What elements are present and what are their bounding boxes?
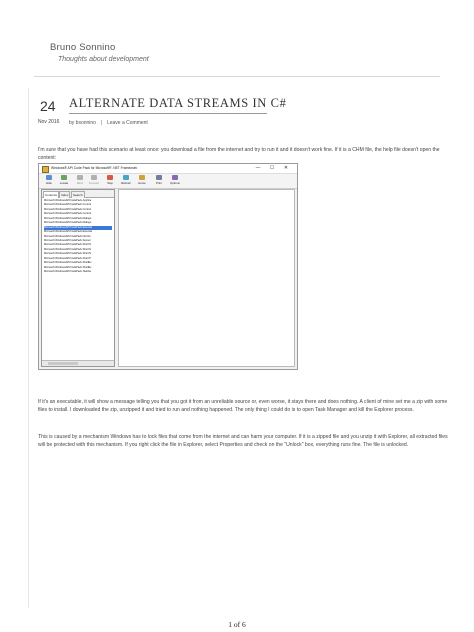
post-author[interactable]: by bsonnino bbox=[69, 120, 96, 126]
toolbar-icon bbox=[46, 175, 52, 180]
tab-search[interactable]: Search bbox=[73, 193, 83, 197]
post-paragraph-3: This is caused by a mechanism Windows has to lock files that come from the internet and can harm your computer. If it is a zipped file and you unzip it with Explorer, all extracted files will be protected with this mechanism. If you right click the file in Explorer, select Properties and check on the "Unlock" box, everything runs fine. The file is unlocked. bbox=[38, 434, 448, 449]
toolbar-button-label: Locate bbox=[59, 181, 69, 185]
content-pane bbox=[118, 189, 295, 367]
toolbar-button-1[interactable] bbox=[57, 175, 71, 187]
toolbar-button-2[interactable] bbox=[73, 175, 87, 187]
post-title[interactable]: ALTERNATE DATA STREAMS IN C# bbox=[69, 96, 287, 110]
toolbar-button-6[interactable] bbox=[135, 175, 149, 187]
tree-item[interactable]: Microsoft.WindowsAPICodePack.Control bbox=[44, 203, 91, 207]
tree-item[interactable]: Microsoft.WindowsAPICodePack.Shell.N bbox=[44, 247, 91, 251]
scrollbar-thumb[interactable] bbox=[48, 362, 78, 365]
toolbar-button-label: Hide bbox=[46, 181, 52, 185]
tree-item[interactable]: Microsoft.WindowsAPICodePack.Control bbox=[44, 212, 91, 216]
toolbar-button-label: Print bbox=[156, 181, 162, 185]
toolbar-button-label: Back bbox=[76, 181, 84, 185]
toolbar-button-label: Options bbox=[170, 181, 180, 185]
tree-item[interactable]: Microsoft.WindowsAPICodePack.Applica bbox=[44, 199, 92, 202]
toolbar-button-label: Refresh bbox=[121, 181, 131, 185]
toolbar-button-4[interactable] bbox=[103, 175, 117, 187]
tree-item[interactable]: Microsoft.WindowsAPICodePack.Dialogs bbox=[44, 221, 92, 225]
close-icon[interactable]: ✕ bbox=[283, 165, 289, 171]
tree-item[interactable]: Microsoft.WindowsAPICodePack.Extende bbox=[44, 226, 112, 230]
toolbar-button-8[interactable] bbox=[168, 175, 182, 187]
tree-item[interactable]: Microsoft.WindowsAPICodePack.Taskba bbox=[44, 270, 91, 273]
tree-item[interactable]: Microsoft.WindowsAPICodePack.Shell.N bbox=[44, 252, 91, 256]
post-paragraph-2: If it's an executable, it will show a message telling you that you got it from an unreliable source or, even worse, it stays there and does nothing. A client of mine set me a zip with some files to install. I downloaded the zip, unzipped it and tried to run and nothing happened. The only thing I could do is to open Task Manager and kill the Explorer process. bbox=[38, 399, 448, 414]
toolbar-button-label: Stop bbox=[107, 181, 113, 185]
tree-item[interactable]: Microsoft.WindowsAPICodePack.Extende bbox=[44, 230, 93, 234]
navigation-pane bbox=[41, 189, 115, 367]
title-underline bbox=[69, 113, 267, 114]
help-app-icon bbox=[42, 166, 49, 173]
window-controls bbox=[251, 164, 293, 173]
page-number: 1 of 6 bbox=[228, 620, 246, 629]
tree-item[interactable]: Microsoft.WindowsAPICodePack.Control bbox=[44, 207, 91, 211]
toolbar-icon bbox=[77, 175, 83, 180]
toolbar-icon bbox=[107, 175, 113, 180]
tab-contents[interactable]: Contents bbox=[45, 193, 58, 197]
toolbar-icon bbox=[61, 175, 67, 180]
nav-tabs bbox=[42, 190, 114, 198]
toolbar-button-7[interactable] bbox=[152, 175, 166, 187]
minimize-icon[interactable]: — bbox=[255, 165, 261, 171]
meta-separator bbox=[101, 120, 102, 125]
tree-item[interactable]: Microsoft.WindowsAPICodePack.Shell.N bbox=[44, 243, 91, 247]
tab-index[interactable]: Index bbox=[61, 193, 69, 197]
tree-item[interactable]: Microsoft.WindowsAPICodePack.Dialogs bbox=[44, 216, 92, 220]
toolbar-icon bbox=[139, 175, 145, 180]
toolbar-button-label: Forward bbox=[88, 181, 100, 185]
help-toolbar bbox=[39, 174, 297, 189]
leave-comment-link[interactable]: Leave a Comment bbox=[106, 120, 148, 126]
tree-item[interactable]: Microsoft.WindowsAPICodePack.ShellEx bbox=[44, 261, 92, 265]
post-meta bbox=[69, 120, 148, 126]
tree-item[interactable]: Microsoft.WindowsAPICodePack.Sensor bbox=[44, 238, 91, 242]
help-viewer-screenshot bbox=[38, 163, 298, 370]
window-title: Windows® API Code Pack for Microsoft® .NET Framework bbox=[51, 166, 138, 170]
left-border-line bbox=[28, 88, 29, 608]
toolbar-button-label: Home bbox=[138, 181, 146, 185]
site-title[interactable]: Bruno Sonnino bbox=[50, 42, 116, 53]
tree-item[interactable]: Microsoft.WindowsAPICodePack.Net.Ne bbox=[44, 234, 91, 238]
header-divider bbox=[34, 76, 440, 77]
toolbar-button-0[interactable] bbox=[42, 175, 56, 187]
contents-tree bbox=[44, 199, 112, 274]
tree-item[interactable]: Microsoft.WindowsAPICodePack.ShellEx bbox=[44, 265, 92, 269]
tree-item[interactable]: Microsoft.WindowsAPICodePack.Shell.P bbox=[44, 256, 91, 260]
window-titlebar bbox=[39, 164, 297, 174]
site-description: Thoughts about development bbox=[58, 56, 149, 63]
post-paragraph-1: I'm sure that you have had this scenario at least once: you download a file from the internet and try to run it and it doesn't work fine. If it is a CHM file, the help file doesn't open the content: bbox=[38, 147, 440, 162]
toolbar-icon bbox=[91, 175, 97, 180]
toolbar-icon bbox=[156, 175, 162, 180]
horizontal-scrollbar[interactable] bbox=[42, 360, 114, 366]
toolbar-icon bbox=[123, 175, 129, 180]
post-date-day: 24 bbox=[40, 98, 56, 114]
toolbar-button-5[interactable] bbox=[119, 175, 133, 187]
post-date-month: Nov 2016 bbox=[38, 119, 60, 125]
toolbar-icon bbox=[172, 175, 178, 180]
maximize-icon[interactable]: ☐ bbox=[269, 165, 275, 171]
toolbar-button-3[interactable] bbox=[87, 175, 101, 187]
